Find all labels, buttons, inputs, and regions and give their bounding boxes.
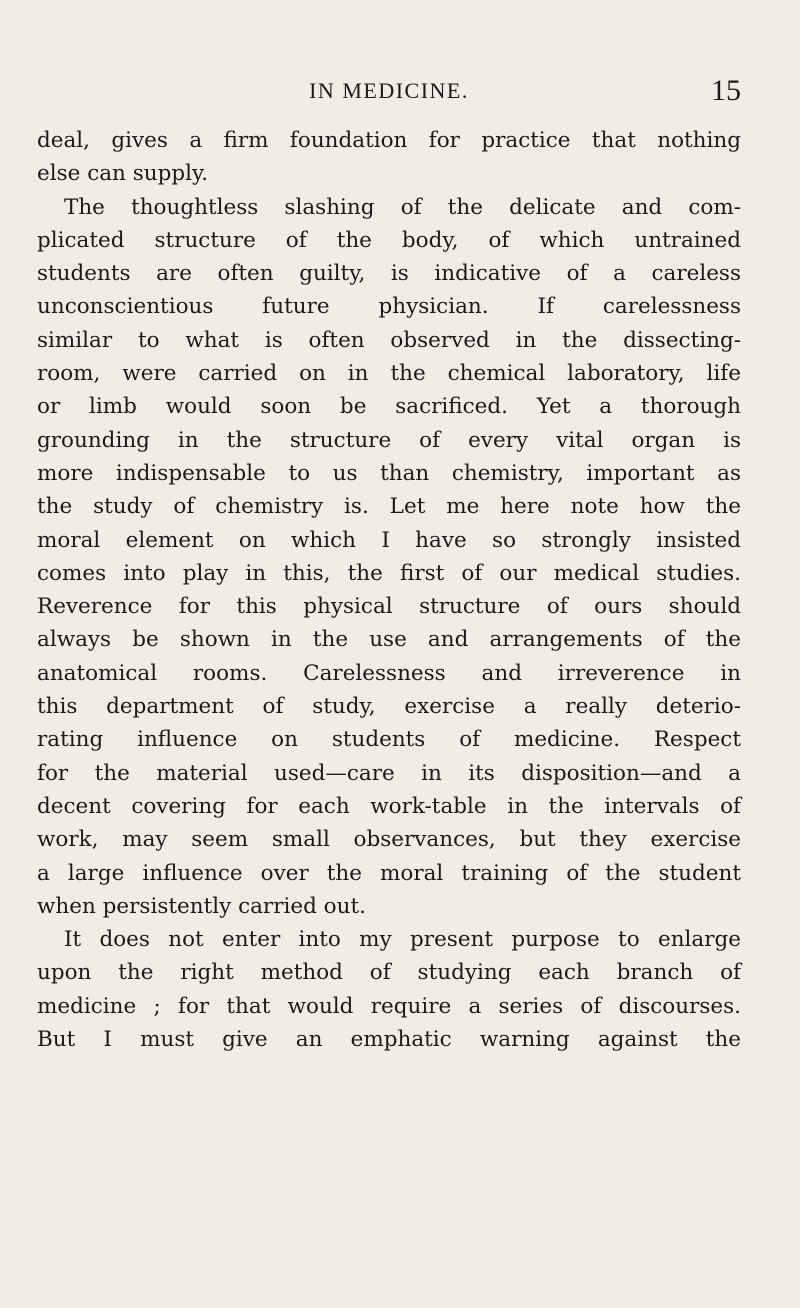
- text-line: this department of study, exercise a really deterio-: [37, 694, 741, 720]
- text-line: more indispensable to us than chemistry, important as: [37, 460, 741, 486]
- running-title: IN MEDICINE.: [309, 78, 469, 103]
- text-line: decent covering for each work-table in the intervals of: [37, 793, 741, 819]
- text-line: plicated structure of the body, of which untrained: [37, 227, 741, 253]
- text-line: unconscientious future physician. If carelessness: [37, 294, 741, 320]
- text-line: else can supply.: [37, 161, 209, 187]
- text-line: similar to what is often observed in the dissecting-: [37, 327, 741, 353]
- text-line: It does not enter into my present purpose to enlarge: [64, 927, 741, 953]
- text-line: for the material used—care in its disposition—and a: [37, 760, 741, 786]
- text-line: work, may seem small observances, but they exercise: [37, 827, 741, 853]
- text-line: room, were carried on in the chemical laboratory, life: [37, 361, 741, 387]
- text-line: medicine ; for that would require a series of discourses.: [37, 993, 741, 1019]
- text-line: But I must give an emphatic warning against the: [37, 1027, 741, 1053]
- text-line: moral element on which I have so strongly insisted: [37, 527, 741, 553]
- text-line: or limb would soon be sacrificed. Yet a thorough: [37, 394, 741, 420]
- text-line: a large influence over the moral training of the student: [37, 860, 741, 886]
- text-line: rating influence on students of medicine. Respect: [37, 727, 741, 753]
- text-line: grounding in the structure of every vital organ is: [37, 427, 741, 453]
- text-line: students are often guilty, is indicative of a careless: [37, 261, 741, 287]
- page-number: 15: [711, 74, 741, 107]
- text-line: when persistently carried out.: [37, 893, 366, 919]
- text-line: anatomical rooms. Carelessness and irreverence in: [37, 660, 741, 686]
- text-line: deal, gives a firm foundation for practice that nothing: [37, 128, 741, 153]
- text-line: The thoughtless slashing of the delicate and com-: [64, 194, 741, 220]
- text-line: upon the right method of studying each branch of: [37, 960, 741, 986]
- body-text: [37, 124, 741, 1056]
- running-header: [37, 74, 741, 114]
- text-line: comes into play in this, the first of our medical studies.: [37, 560, 741, 586]
- text-line: the study of chemistry is. Let me here note how the: [37, 494, 741, 520]
- text-line: Reverence for this physical structure of ours should: [37, 594, 741, 620]
- text-line: always be shown in the use and arrangements of the: [37, 627, 741, 653]
